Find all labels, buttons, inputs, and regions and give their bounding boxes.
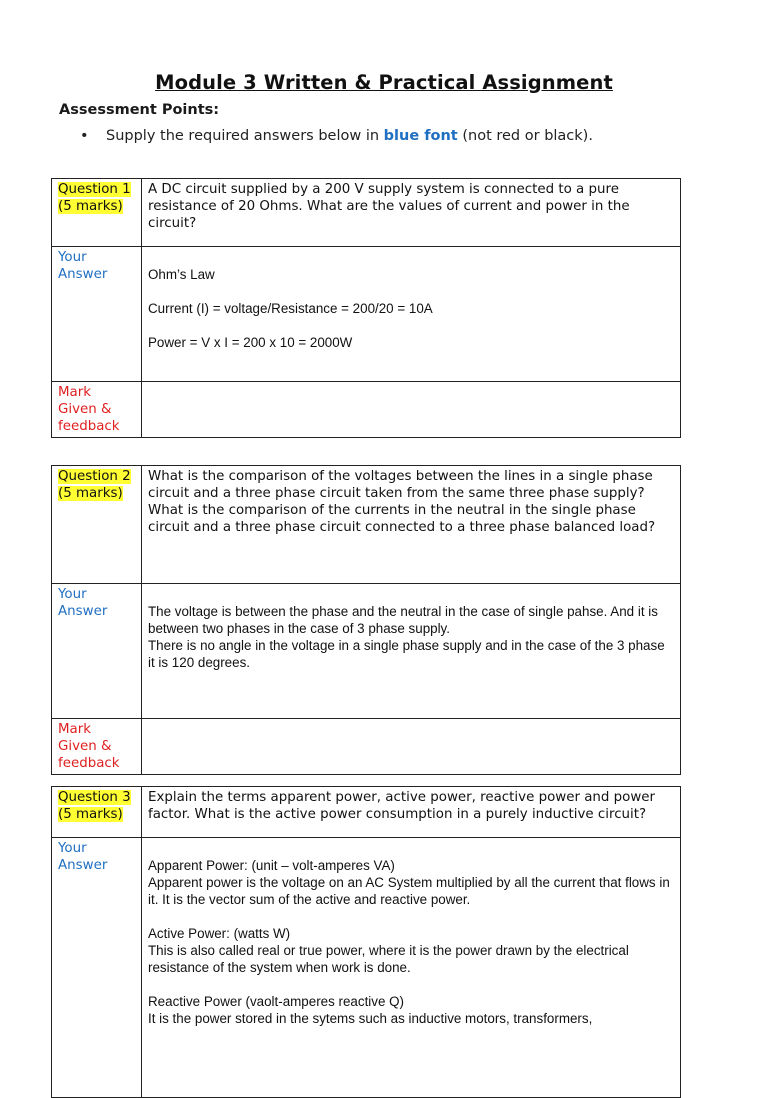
question-3-table bbox=[51, 786, 681, 1098]
answer-2-label bbox=[52, 584, 142, 719]
answer-label-line: Your bbox=[58, 841, 87, 856]
active-power-heading: Active Power: (watts W) bbox=[148, 926, 291, 941]
question-2-number: Question 2 bbox=[58, 469, 131, 484]
mark-2-cell[interactable] bbox=[142, 719, 681, 775]
answer-2-cell[interactable] bbox=[142, 584, 681, 719]
document-title: Module 3 Written & Practical Assignment bbox=[155, 71, 613, 94]
bullet-text-blue: blue font bbox=[383, 128, 458, 144]
answer-label-line: Your bbox=[58, 587, 87, 602]
mark-1-cell[interactable] bbox=[142, 382, 681, 438]
answer-label-line: Answer bbox=[58, 604, 108, 619]
answer-1-label bbox=[52, 247, 142, 382]
answer-1-line: Power = V x I = 200 x 10 = 2000W bbox=[148, 335, 353, 350]
question-3-label bbox=[52, 787, 142, 838]
question-3-number: Question 3 bbox=[58, 790, 131, 805]
apparent-power-body: Apparent power is the voltage on an AC System multiplied by all the current that flows in it. It is the vector sum of the active and reactive power. bbox=[148, 875, 670, 907]
mark-label-line: Given & bbox=[58, 739, 112, 754]
question-1-number: Question 1 bbox=[58, 182, 131, 197]
question-2-text bbox=[142, 466, 681, 584]
question-2-table bbox=[51, 465, 681, 775]
reactive-power-body: It is the power stored in the sytems such as inductive motors, transformers, bbox=[148, 1011, 593, 1026]
answer-label-line: Answer bbox=[58, 858, 108, 873]
answer-2-part: There is no angle in the voltage in a single phase supply and in the case of the 3 phase it is 120 degrees. bbox=[148, 638, 665, 670]
assessment-points-heading: Assessment Points: bbox=[59, 102, 220, 118]
reactive-power-heading: Reactive Power (vaolt-amperes reactive Q) bbox=[148, 994, 404, 1009]
mark-label-line: feedback bbox=[58, 419, 120, 434]
question-2-text-part: What is the comparison of the currents in the neutral in the single phase circuit and a three phase circuit connected to a three phase balanced load? bbox=[148, 503, 656, 535]
question-3-text: Explain the terms apparent power, active power, reactive power and power factor. What is the active power consumption in a purely inductive circuit? bbox=[142, 787, 681, 838]
instruction-bullet bbox=[80, 128, 593, 144]
question-1-marks: (5 marks) bbox=[58, 199, 123, 214]
mark-label-line: Mark bbox=[58, 385, 92, 400]
bullet-dot-icon: • bbox=[80, 128, 89, 144]
question-3-marks: (5 marks) bbox=[58, 807, 123, 822]
mark-label-line: Given & bbox=[58, 402, 112, 417]
question-1-table bbox=[51, 178, 681, 438]
answer-1-line: Ohm’s Law bbox=[148, 267, 215, 282]
question-2-label bbox=[52, 466, 142, 584]
question-1-text: A DC circuit supplied by a 200 V supply system is connected to a pure resistance of 20 Ohms. What are the values of current and power in the circuit? bbox=[142, 179, 681, 247]
mark-1-label bbox=[52, 382, 142, 438]
answer-3-cell[interactable] bbox=[142, 838, 681, 1098]
apparent-power-heading: Apparent Power: (unit – volt-amperes VA) bbox=[148, 858, 395, 873]
mark-2-label bbox=[52, 719, 142, 775]
question-1-label bbox=[52, 179, 142, 247]
active-power-body: This is also called real or true power, where it is the power drawn by the electrical resistance of the system when work is done. bbox=[148, 943, 629, 975]
bullet-text-pre: Supply the required answers below in bbox=[106, 128, 384, 144]
mark-label-line: feedback bbox=[58, 756, 120, 771]
answer-label-line: Your bbox=[58, 250, 87, 265]
answer-1-line: Current (I) = voltage/Resistance = 200/20 = 10A bbox=[148, 301, 433, 316]
question-2-marks: (5 marks) bbox=[58, 486, 123, 501]
answer-3-label bbox=[52, 838, 142, 1098]
answer-1-cell[interactable] bbox=[142, 247, 681, 382]
mark-label-line: Mark bbox=[58, 722, 92, 737]
bullet-text-post: (not red or black). bbox=[457, 128, 593, 144]
answer-2-part: The voltage is between the phase and the neutral in the case of single pahse. And it is between two phases in the case of 3 phase supply. bbox=[148, 604, 658, 636]
answer-label-line: Answer bbox=[58, 267, 108, 282]
question-2-text-part: What is the comparison of the voltages between the lines in a single phase circuit and a three phase circuit taken from the same three phase supply? bbox=[148, 469, 653, 501]
